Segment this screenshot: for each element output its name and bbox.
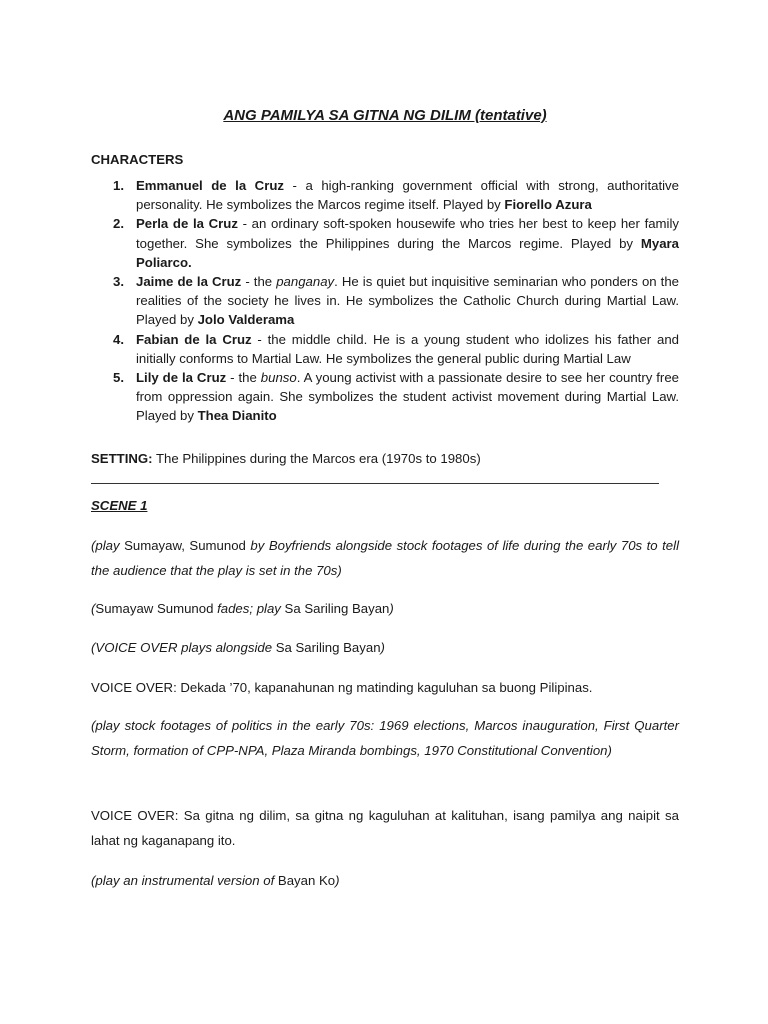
character-name: Lily de la Cruz [136, 370, 227, 386]
song-title: Sumayaw Sumunod [95, 601, 214, 616]
character-actor: Fiorello Azura [504, 197, 592, 213]
character-description: - a high-ranking government official with strong, authoritative personality. He symbolizes the Marcos regime itself. Played by [136, 178, 679, 213]
stage-direction [91, 596, 679, 621]
song-title: Sa Sariling Bayan [284, 601, 390, 616]
direction-text: (play [91, 538, 125, 553]
character-actor: Myara Poliarco. [136, 235, 679, 270]
characters-list [91, 176, 679, 426]
character-term: panganay [276, 274, 335, 290]
list-number: 4. [113, 331, 124, 347]
direction-text: ) [389, 601, 394, 616]
stage-direction [91, 635, 679, 660]
list-number: 2. [113, 216, 124, 232]
character-name: Jaime de la Cruz [136, 274, 242, 290]
stage-direction [91, 533, 679, 583]
voice-over-line: VOICE OVER: Sa gitna ng dilim, sa gitna ng kaguluhan at kalituhan, isang pamilya ang naipit sa lahat ng kaganapang ito. [91, 808, 679, 848]
stage-direction [91, 868, 679, 893]
characters-heading: CHARACTERS [91, 152, 184, 167]
list-number: 1. [113, 178, 124, 193]
character-item [91, 272, 679, 330]
character-name: Fabian de la Cruz [136, 331, 252, 347]
character-actor: Jolo Valderama [197, 312, 295, 328]
setting-text: The Philippines during the Marcos era (1970s to 1980s) [152, 451, 481, 466]
character-name: Perla de la Cruz [136, 216, 238, 232]
song-title: Sumayaw, Sumunod [124, 538, 246, 553]
direction-text: (VOICE OVER plays alongside [91, 640, 276, 655]
character-name: Emmanuel de la Cruz [136, 178, 284, 193]
character-item [91, 330, 679, 368]
direction-text: ( [91, 601, 96, 616]
list-number: 5. [113, 370, 124, 386]
character-description: . He is quiet but inquisitive seminarian who ponders on the realities of the society he lives in. He symbolizes the Catholic Church during Martial Law. Played by [136, 274, 680, 328]
document-title: ANG PAMILYA SA GITNA NG DILIM (tentative) [223, 107, 547, 124]
character-description: - the middle child. He is a young student who idolizes his father and initially conforms to Martial Law. He symbolizes the general public during Martial Law [136, 331, 679, 366]
song-title: Sa Sariling Bayan [275, 640, 381, 655]
direction-text: ) [380, 640, 385, 655]
character-description: . A young activist with a passionate desire to see her country free from oppression again. She symbolizes the student activist movement during Martial Law. Played by [136, 370, 679, 424]
direction-text: ) [335, 873, 340, 888]
scene-title: SCENE 1 [91, 498, 148, 513]
song-title: Bayan Ko [277, 873, 336, 888]
list-number: 3. [113, 274, 124, 290]
character-description-prefix: - the [226, 370, 261, 386]
setting-label: SETTING: [91, 451, 153, 466]
character-term: bunso [260, 370, 297, 386]
character-description-prefix: - the [241, 274, 277, 290]
character-item [91, 214, 679, 272]
stage-direction: (play stock footages of politics in the early 70s: 1969 elections, Marcos inauguration, First Quarter Storm, formation of CPP-NPA, Plaza Miranda bombings, 1970 Constitutional Convention) [91, 718, 679, 758]
direction-text: fades; play [213, 601, 285, 616]
character-item [91, 176, 679, 214]
direction-text: by Boyfriends alongside stock footages of life during the early 70s to tell the audience that the play is set in the 70s) [91, 538, 679, 578]
character-actor: Thea Dianito [197, 408, 277, 424]
voice-over-line: VOICE OVER: Dekada ’70, kapanahunan ng matinding kaguluhan sa buong Pilipinas. [91, 680, 593, 695]
horizontal-divider [91, 483, 659, 484]
setting-line [91, 449, 481, 468]
character-item [91, 368, 679, 426]
direction-text: (play an instrumental version of [91, 873, 278, 888]
character-description: - an ordinary soft-spoken housewife who tries her best to keep her family together. She symbolizes the Philippines during the Marcos regime. Played by [136, 216, 679, 251]
